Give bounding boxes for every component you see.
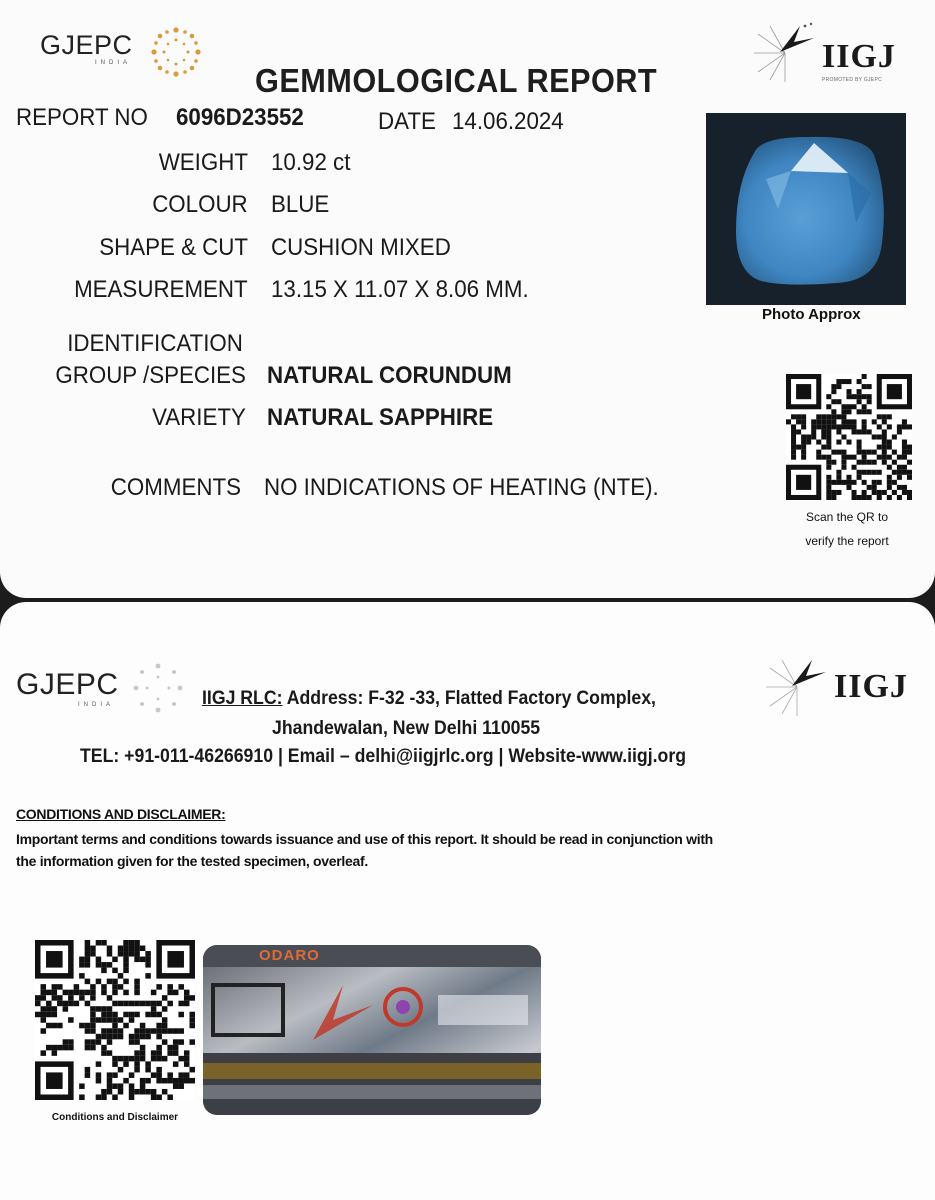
address-text: Address: F-32 -33, Flatted Factory Complex, [282, 688, 656, 709]
qr-conditions-caption: Conditions and Disclaimer [51, 1112, 179, 1123]
iigj-logo-back [834, 668, 908, 706]
conditions-heading: CONDITIONS AND DISCLAIMER: [16, 806, 226, 822]
gjepc-logo [40, 30, 133, 66]
report-back [0, 602, 935, 1200]
hologram-seal [203, 945, 541, 1115]
measurement-label: MEASUREMENT [74, 276, 248, 303]
iigj-emblem-icon [762, 654, 832, 720]
qr-scan-line1: Scan the QR to [805, 510, 889, 524]
report-title: GEMMOLOGICAL REPORT [255, 62, 658, 99]
gjepc-logo-back [16, 668, 119, 708]
qr-scan-line2: verify the report [805, 534, 889, 548]
weight-value: 10.92 ct [271, 149, 351, 176]
group-species-value: NATURAL CORUNDUM [267, 362, 512, 389]
iigj-emblem-icon [750, 20, 820, 86]
group-species-label: GROUP /SPECIES [55, 362, 246, 389]
report-front [0, 0, 935, 598]
date-label: DATE [378, 108, 436, 135]
colour-value: BLUE [271, 191, 330, 218]
date-value: 14.06.2024 [452, 108, 564, 135]
gjepc-logo-back-text: GJEPC [16, 668, 119, 701]
conditions-text-2: the information given for the tested specimen, overleaf. [16, 853, 368, 869]
conditions-qr-code[interactable] [35, 940, 195, 1100]
variety-label: VARIETY [152, 404, 246, 431]
gjepc-burst-icon [148, 24, 204, 80]
identification-label: IDENTIFICATION [67, 330, 243, 357]
gjepc-logo-back-sub: INDIA [78, 702, 115, 708]
iigj-logo-text: IIGJ [822, 38, 896, 75]
gjepc-burst-icon [130, 658, 186, 718]
gjepc-logo-text: GJEPC [40, 30, 133, 60]
variety-value: NATURAL SAPPHIRE [267, 404, 494, 431]
weight-label: WEIGHT [158, 149, 248, 176]
hologram-image [203, 945, 541, 1115]
address-org: IIGJ RLC: [202, 688, 283, 709]
hologram-text: ODARO [259, 947, 320, 964]
address-line1 [202, 688, 656, 710]
sapphire-image [706, 113, 906, 305]
shape-cut-label: SHAPE & CUT [99, 234, 248, 261]
iigj-tagline: PROMOTED BY GJEPC [822, 77, 883, 83]
iigj-logo-back-text: IIGJ [834, 668, 908, 705]
measurement-value: 13.15 X 11.07 X 8.06 MM. [271, 276, 529, 303]
gem-photo [706, 113, 906, 305]
gjepc-logo-sub: INDIA [95, 60, 132, 66]
comments-label: COMMENTS [110, 474, 241, 501]
report-no-label: REPORT NO [16, 104, 148, 131]
comments-value: NO INDICATIONS OF HEATING (NTE). [264, 474, 659, 501]
shape-cut-value: CUSHION MIXED [271, 234, 451, 261]
iigj-logo [822, 38, 896, 83]
report-no-value: 6096D23552 [176, 104, 304, 131]
contact-line: TEL: +91-011-46266910 | Email – delhi@iigjrlc.org | Website-www.iigj.org [80, 746, 687, 767]
conditions-text-1: Important terms and conditions towards issuance and use of this report. It should be read in conjunction with [16, 831, 713, 847]
photo-caption: Photo Approx [762, 306, 861, 323]
colour-label: COLOUR [152, 191, 248, 218]
verify-qr-code[interactable] [786, 374, 912, 500]
address-line2: Jhandewalan, New Delhi 110055 [272, 718, 541, 739]
